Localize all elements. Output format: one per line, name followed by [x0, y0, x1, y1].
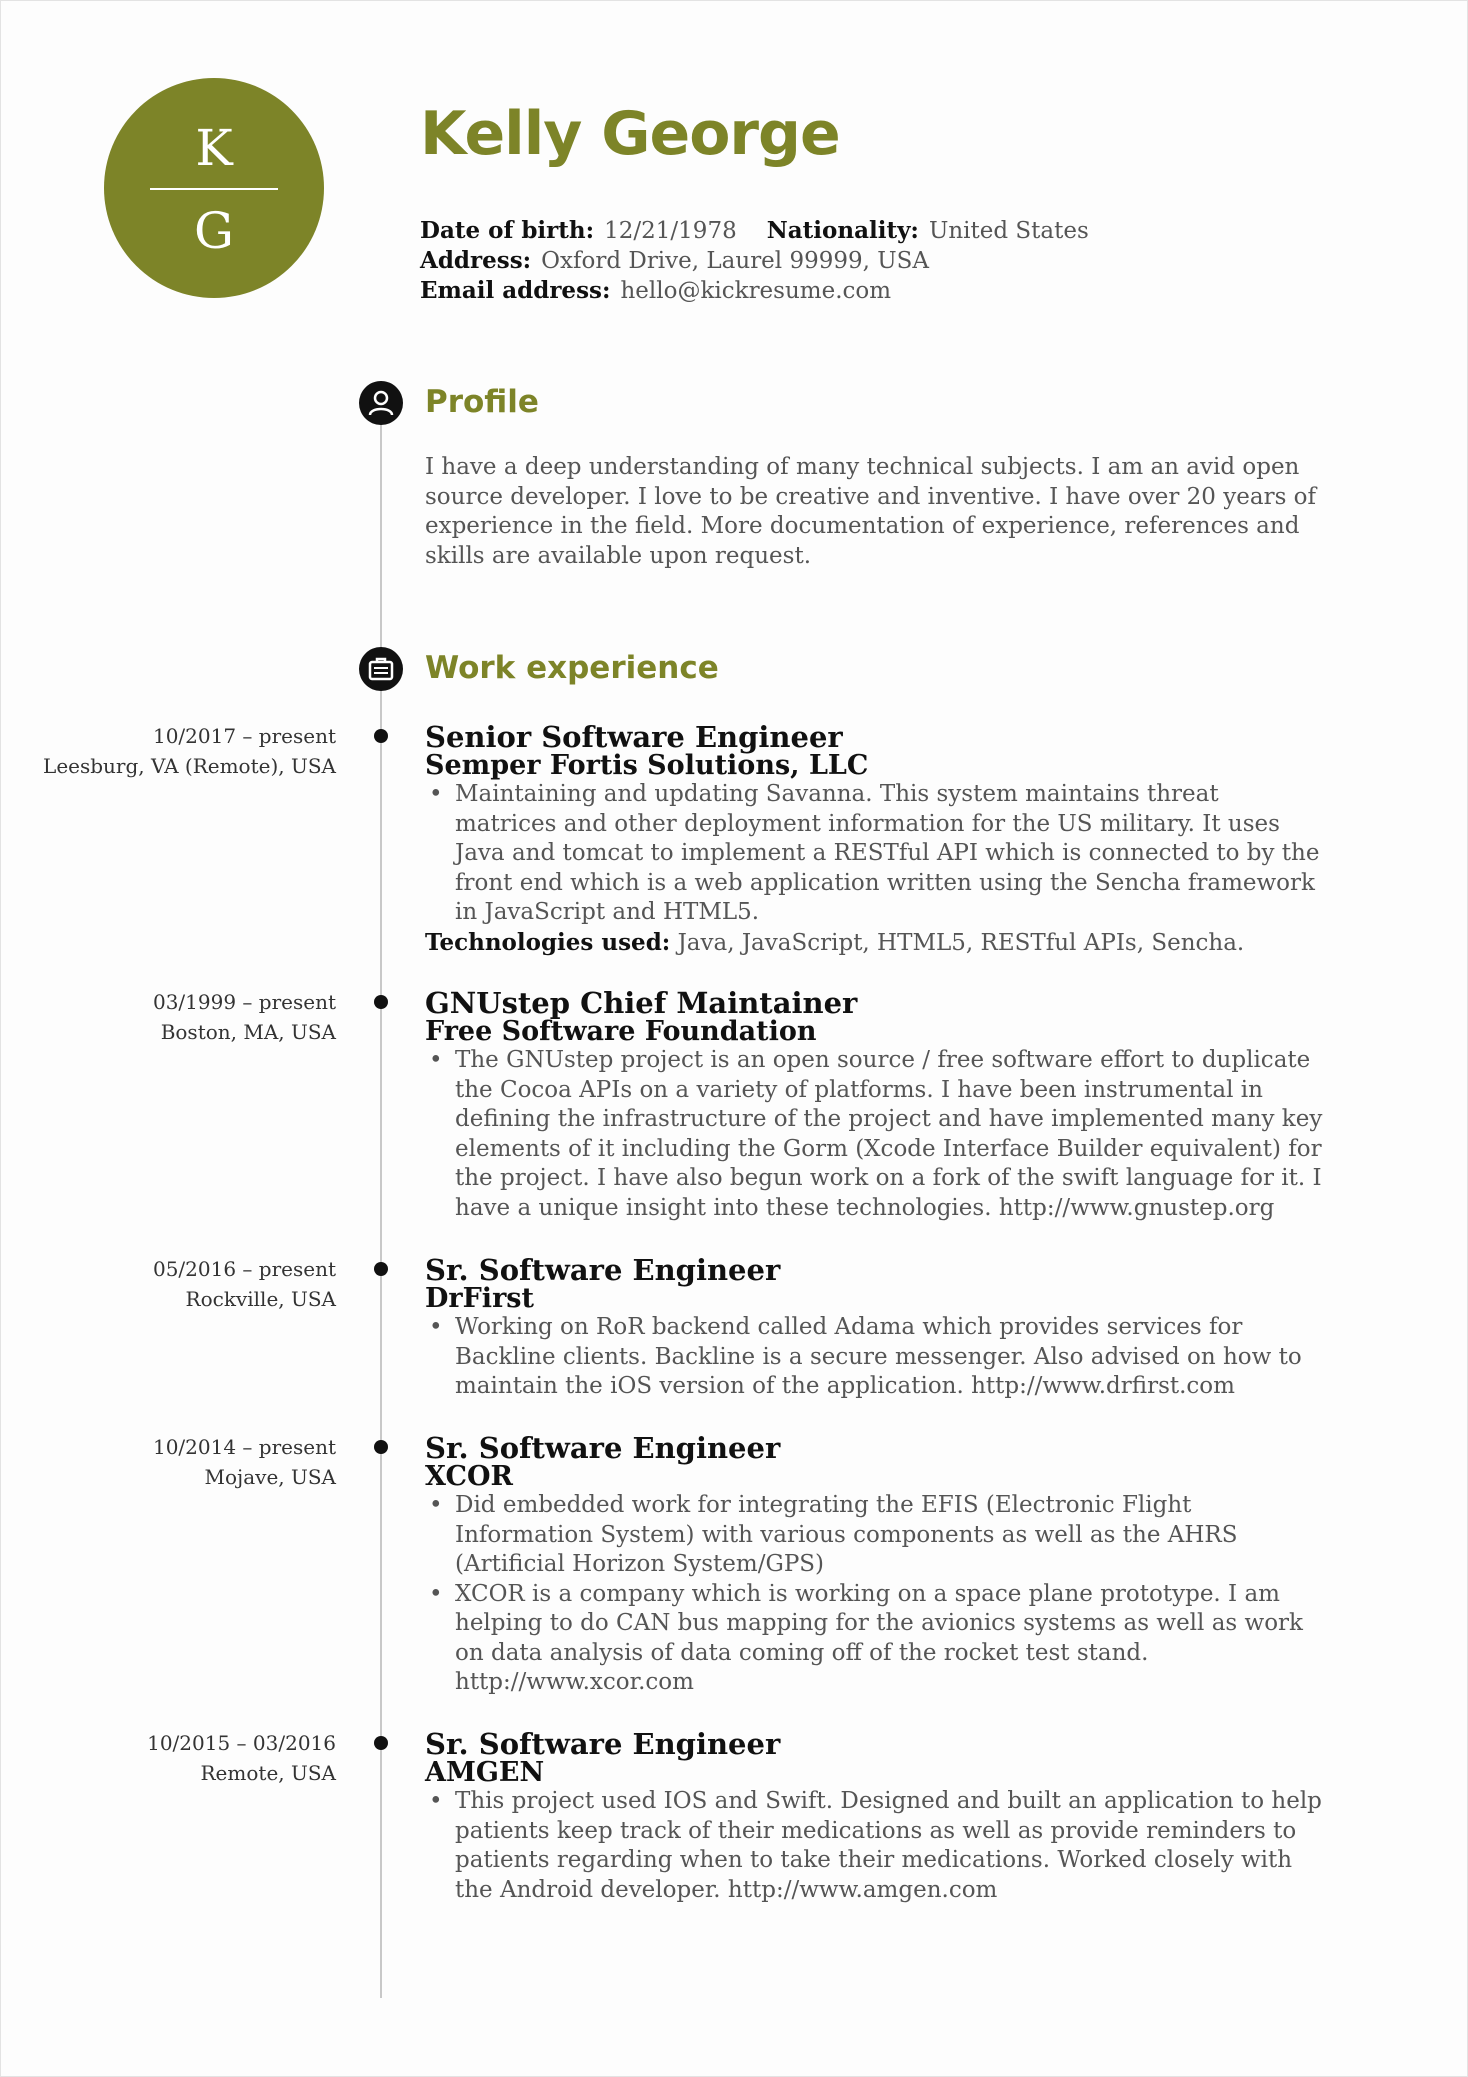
job-title: Sr. Software Engineer [425, 1727, 781, 1761]
timeline-dot [374, 1736, 388, 1750]
job-location: Mojave, USA [204, 1465, 336, 1489]
profile-text: I have a deep understanding of many technical subjects. I am an avid open source developer. I love to be creative and inventive. I have over 20 years of experience in the field. More documentation of experience, references and skills are available upon request. [425, 454, 1317, 569]
timeline-dot [374, 1440, 388, 1454]
job-meta [153, 1432, 336, 1492]
job-bullet: • Maintaining and updating Savanna. This system maintains threat matrices and other deployment information for the US military. It uses Java and tomcat to implement a RESTful API which is connected to by the front end which is a web application written using the Sencha framework in JavaScript and HTML5. [455, 780, 1325, 928]
job-dates: 10/2014 – present [152, 1435, 336, 1459]
job-company: DrFirst [425, 1283, 534, 1314]
job-entry [425, 1729, 1325, 1905]
job-company: Free Software Foundation [425, 1016, 817, 1047]
job-dates: 10/2017 – present [152, 724, 336, 748]
job-bullets [425, 780, 1325, 928]
person-icon [359, 381, 403, 425]
job-entry [425, 1433, 1325, 1698]
job-location: Rockville, USA [185, 1287, 336, 1311]
job-dates: 03/1999 – present [152, 990, 336, 1014]
nationality-value: United States [928, 218, 1089, 244]
email-label: Email address: [420, 277, 611, 304]
job-bullets [425, 1046, 1325, 1223]
job-bullets [425, 1787, 1325, 1905]
job-company: AMGEN [425, 1757, 545, 1788]
timeline-dot [374, 1262, 388, 1276]
section-title-work-experience: Work experience [425, 650, 719, 686]
monogram-initial-last: G [194, 202, 234, 260]
monogram-divider [150, 188, 278, 190]
job-meta [43, 721, 336, 781]
job-location: Remote, USA [200, 1761, 336, 1785]
job-bullet: • The GNUstep project is an open source / free software effort to duplicate the Cocoa APIs on a variety of platforms. I have been instrumental in defining the infrastructure of the project and have implemented many key elements of it including the Gorm (Xcode Interface Builder equivalent) for the project. I have also begun work on a fork of the swift language for it. I have a unique insight into these technologies. http://www.gnustep.org [455, 1046, 1325, 1223]
tech-value: Java, JavaScript, HTML5, RESTful APIs, Sencha. [677, 929, 1245, 956]
job-company: Semper Fortis Solutions, LLC [425, 750, 869, 781]
monogram-avatar [104, 78, 324, 298]
info-row-birth-nationality [420, 216, 1089, 246]
address-value: Oxford Drive, Laurel 99999, USA [541, 248, 930, 274]
candidate-name: Kelly George [420, 99, 840, 169]
job-bullet: • This project used IOS and Swift. Designed and built an application to help patients keep track of their medications as well as provide reminders to patients regarding when to take their medications. Worked closely with the Android developer. http://www.amgen.com [455, 1787, 1325, 1905]
job-title: Sr. Software Engineer [425, 1253, 781, 1287]
monogram-initial-first: K [195, 119, 233, 177]
job-title: GNUstep Chief Maintainer [425, 986, 858, 1020]
tech-label: Technologies used: [425, 928, 671, 956]
job-entry [425, 988, 1325, 1223]
section-title-profile: Profile [425, 384, 539, 420]
job-bullet: • XCOR is a company which is working on a space plane prototype. I am helping to do CAN bus mapping for the avionics systems as well as work on data analysis of data coming off of the rocket test stand. http://www.xcor.com [455, 1580, 1325, 1698]
job-dates: 10/2015 – 03/2016 [147, 1731, 336, 1755]
job-dates: 05/2016 – present [152, 1257, 336, 1281]
timeline-dot [374, 995, 388, 1009]
email-value[interactable]: hello@kickresume.com [620, 278, 892, 304]
job-title: Sr. Software Engineer [425, 1431, 781, 1465]
dob-value: 12/21/1978 [604, 218, 737, 244]
job-location: Leesburg, VA (Remote), USA [43, 754, 336, 778]
dob-label: Date of birth: [420, 217, 595, 244]
nationality-label: Nationality: [766, 217, 919, 244]
job-meta [153, 1254, 336, 1314]
info-row-address [420, 246, 929, 276]
job-company: XCOR [425, 1461, 513, 1492]
job-bullets [425, 1313, 1325, 1402]
job-bullet: • Working on RoR backend called Adama which provides services for Backline clients. Backline is a secure messenger. Also advised on how to maintain the iOS version of the application. http://www.drfirst.com [455, 1313, 1325, 1402]
timeline-line [380, 398, 382, 1998]
job-entry [425, 1255, 1325, 1402]
job-entry [425, 722, 1325, 958]
job-meta [153, 987, 336, 1047]
job-bullet: • Did embedded work for integrating the EFIS (Electronic Flight Information System) with various components as well as the AHRS (Artificial Horizon System/GPS) [455, 1491, 1325, 1580]
info-row-email [420, 276, 891, 306]
job-title: Senior Software Engineer [425, 720, 843, 754]
job-technologies [425, 928, 1325, 959]
job-bullets [425, 1491, 1325, 1698]
briefcase-icon [359, 647, 403, 691]
timeline-dot [374, 729, 388, 743]
job-meta [147, 1728, 336, 1788]
address-label: Address: [420, 247, 532, 274]
job-location: Boston, MA, USA [160, 1020, 336, 1044]
